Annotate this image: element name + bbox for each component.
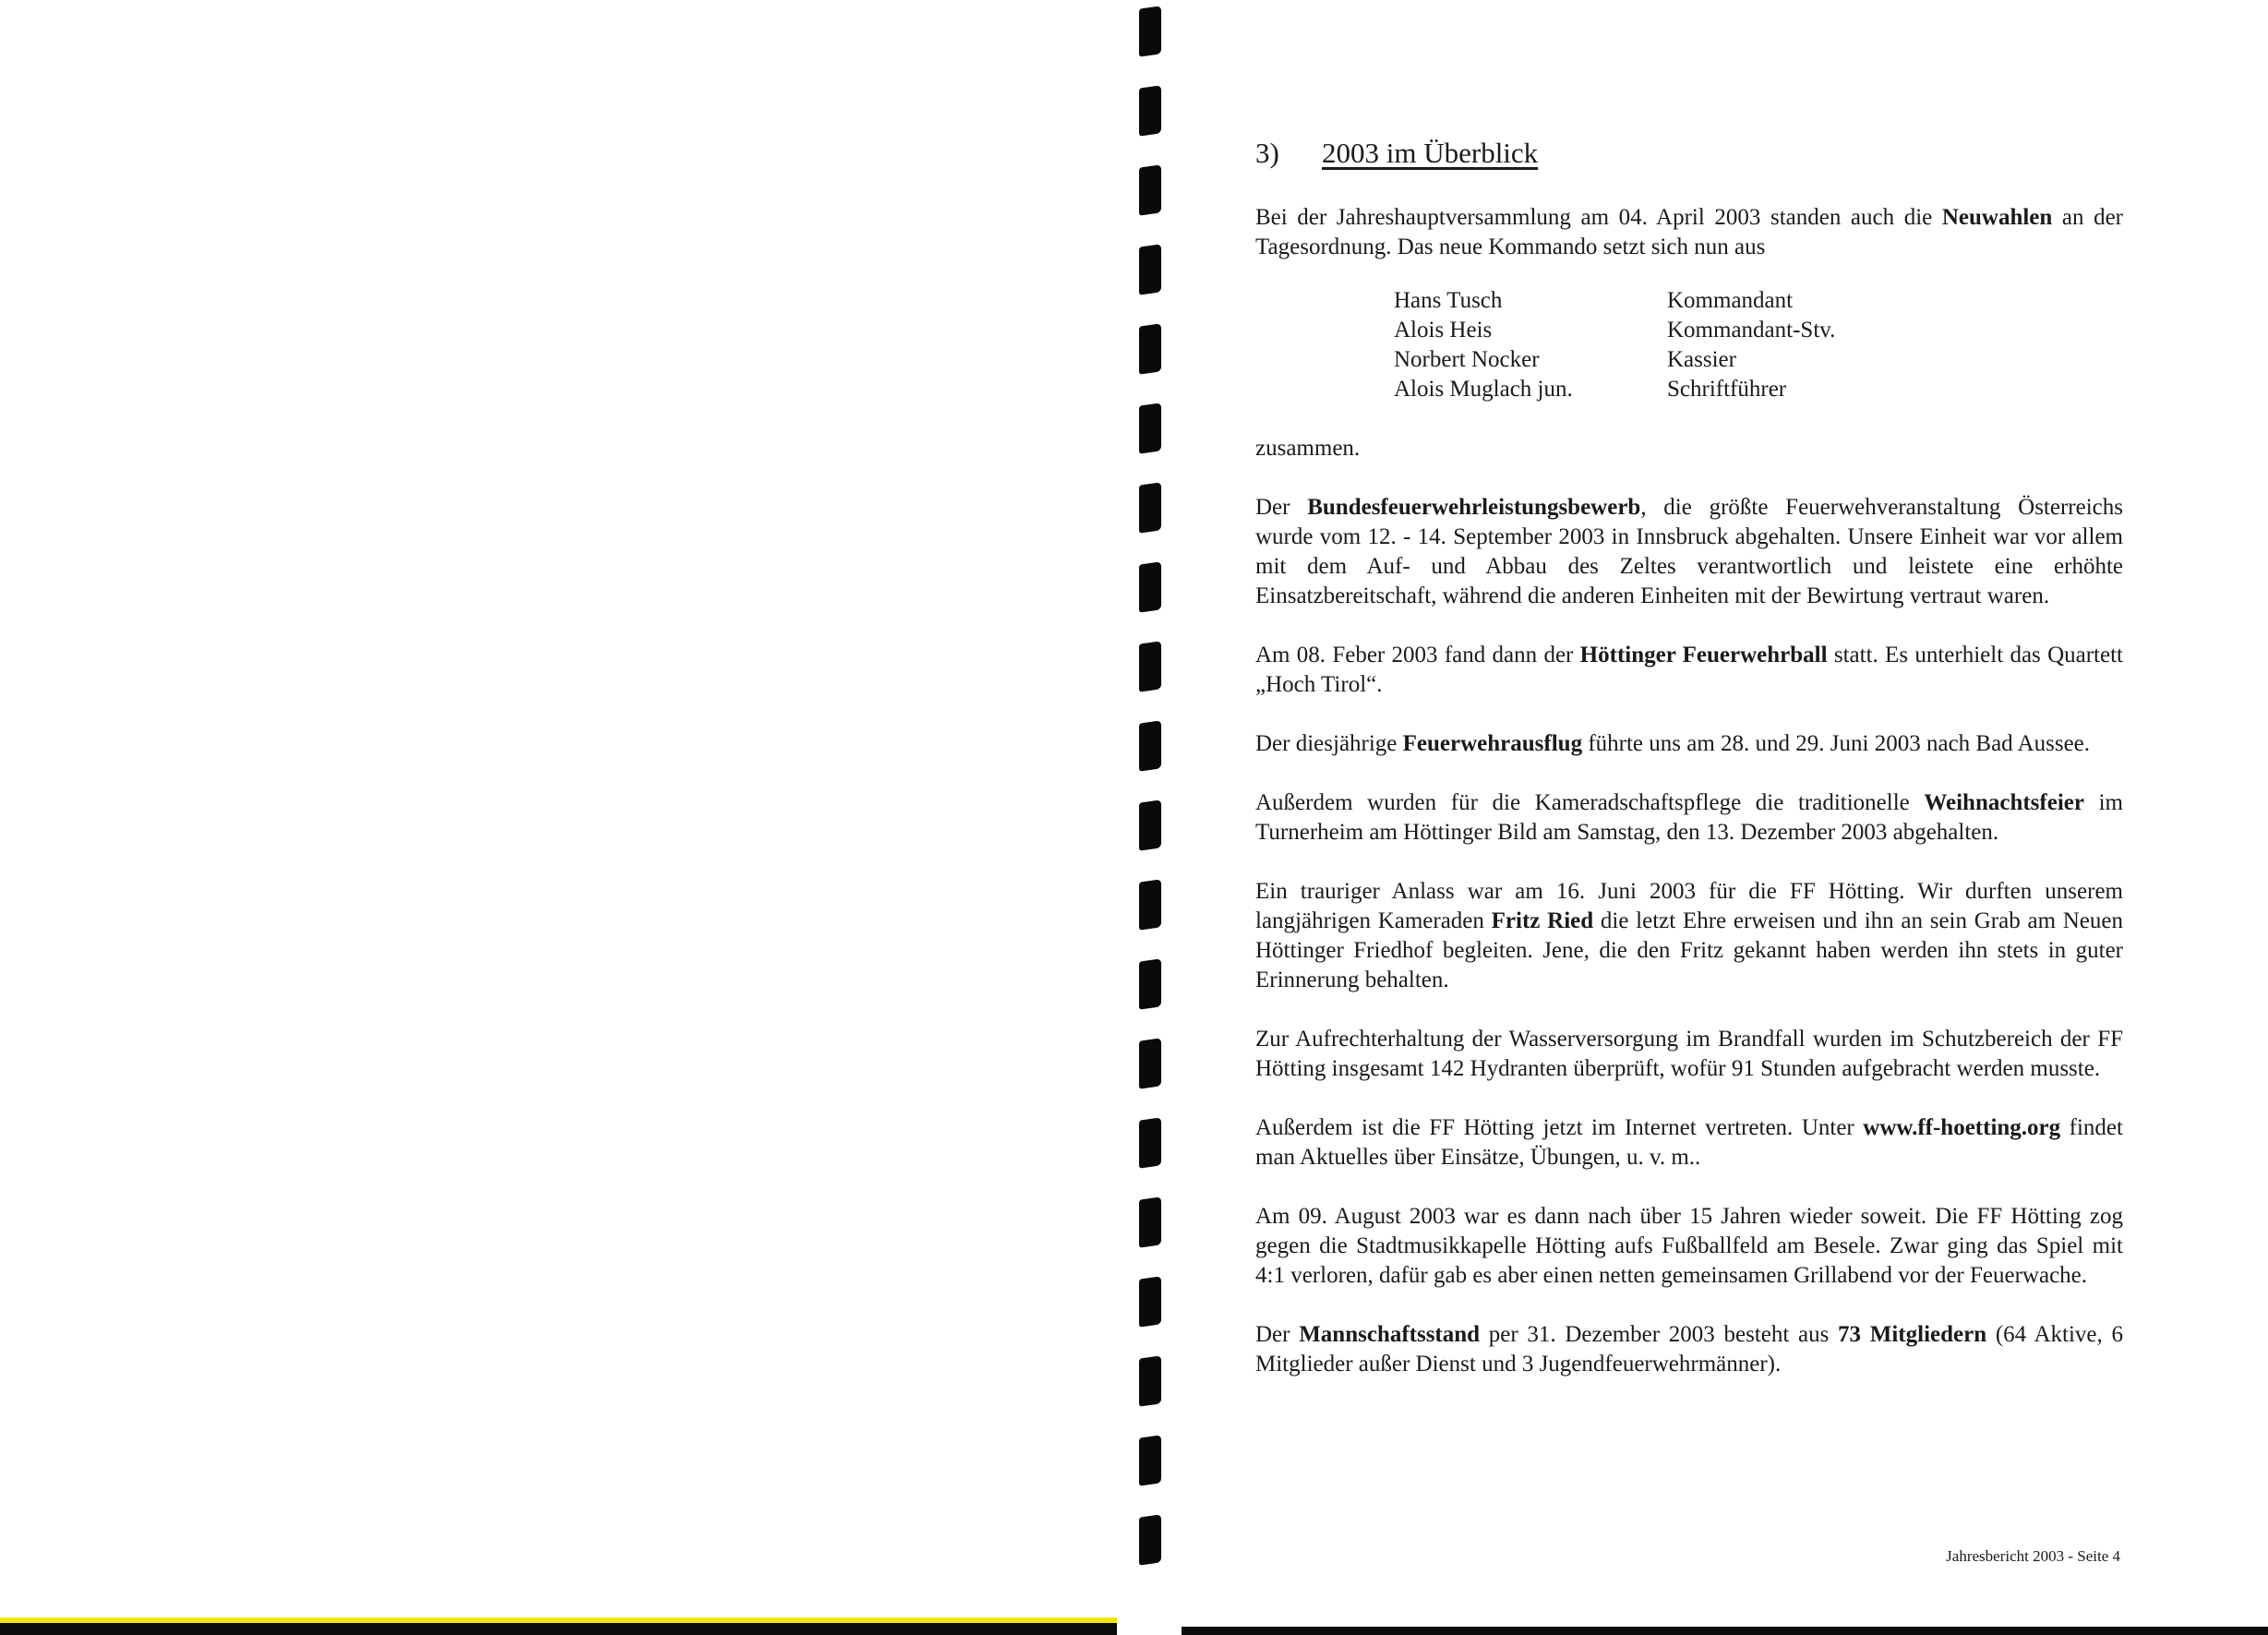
text-run: an der Tagesordnung. Das neue Kommando setzt sich nun aus [1255, 205, 2123, 259]
roster-role: Schriftführer [1667, 377, 1787, 402]
paragraph-fussball: Am 09. August 2003 war es dann nach über 15 Jahren wieder soweit. Die FF Hötting zog gegen die Stadtmusikkapelle Hötting aufs Fußballfeld am Besele. Zwar ging das Spiel mit 4:1 verloren, dafür gab es aber einen netten gemeinsamen Grillabend vor der Feuerwache. [1255, 1204, 2123, 1288]
paragraph-ausflug [1255, 729, 2123, 759]
paragraph-bundesbewerb [1255, 493, 2123, 611]
roster-name: Alois Heis [1394, 318, 1493, 343]
roster-role: Kommandant [1667, 288, 1794, 313]
bold-term: Höttinger Feuerwehrball [1579, 643, 1828, 667]
right-page [1182, 0, 2268, 1627]
bold-term: Bundesfeuerwehrleistungsbewerb [1307, 495, 1641, 520]
paragraph-mannschaftsstand [1255, 1320, 2123, 1379]
text-run: Der diesjährige [1255, 731, 1403, 756]
text-run: statt. Es unterhielt das Quartett „Hoch Tirol“. [1255, 643, 2123, 697]
binding-coil [1139, 1117, 1161, 1168]
binding-coil [1139, 1435, 1161, 1485]
roster-role: Kommandant-Stv. [1667, 318, 1836, 343]
paragraph-internet [1255, 1113, 2123, 1172]
yellow-page-edge [0, 1617, 1117, 1623]
binding-coil [1139, 482, 1161, 533]
website-url: www.ff-hoetting.org [1863, 1115, 2061, 1140]
roster-row [1394, 375, 2123, 404]
command-roster [1394, 286, 2123, 404]
bold-term: Weihnachtsfeier [1924, 790, 2084, 815]
binding-coil [1139, 1514, 1161, 1565]
text-run: Ein trauriger Anlass war am 16. Juni 2003 für die FF Hötting. Wir durften unserem langjährigen Kameraden [1255, 879, 2123, 933]
binding-coil [1139, 323, 1161, 374]
intro-paragraph [1255, 203, 2123, 262]
binding-coil [1139, 1355, 1161, 1406]
page-footer: Jahresbericht 2003 - Seite 4 [1946, 1547, 2120, 1565]
roster-name: Norbert Nocker [1394, 347, 1540, 372]
binding-coil [1139, 85, 1161, 136]
binding-coil [1139, 799, 1161, 850]
binding-coil [1139, 958, 1161, 1009]
section-number: 3) [1255, 137, 1279, 169]
binding-coil [1139, 164, 1161, 215]
binding-coil [1139, 561, 1161, 612]
left-page-blank [0, 0, 1117, 1617]
text-run: führte uns am 28. und 29. Juni 2003 nach Bad Aussee. [1582, 731, 2091, 756]
text-run: Der [1255, 495, 1308, 520]
text-run: (64 Aktive, 6 Mitglieder außer Dienst und 3 Jugendfeuerwehrmänner). [1255, 1322, 2123, 1377]
text-run: per 31. Dezember 2003 besteht aus [1480, 1322, 1839, 1347]
roster-row [1394, 345, 2123, 375]
roster-name: Alois Muglach jun. [1394, 377, 1573, 402]
binding-coil [1139, 403, 1161, 453]
binding-coil [1139, 1196, 1161, 1247]
text-run: im Turnerheim am Höttinger Bild am Samstag, den 13. Dezember 2003 abgehalten. [1255, 790, 2123, 845]
roster-row [1394, 286, 2123, 316]
binding-coil [1139, 244, 1161, 295]
roster-name: Hans Tusch [1394, 288, 1503, 313]
text-run: Bei der Jahreshauptversammlung am 04. April 2003 standen auch die [1255, 205, 1942, 230]
text-run: Außerdem wurden für die Kameradschaftspflege die traditionelle [1255, 790, 1925, 815]
binding-coil [1139, 6, 1161, 56]
text-run: Der [1255, 1322, 1300, 1347]
paragraph-feuerwehrball [1255, 641, 2123, 700]
bold-term: Neuwahlen [1941, 205, 2053, 230]
roster-row [1394, 316, 2123, 345]
bold-term: Mannschaftsstand [1299, 1322, 1481, 1347]
binding-coil [1139, 879, 1161, 930]
page-content [1255, 138, 2123, 1409]
roster-role: Kassier [1667, 347, 1736, 372]
closing-word: zusammen. [1255, 436, 1361, 461]
section-title: 2003 im Überblick [1322, 137, 1539, 169]
spiral-binding [1117, 0, 1182, 1635]
binding-coil [1139, 641, 1161, 691]
text-run: Außerdem ist die FF Hötting jetzt im Internet vertreten. Unter [1255, 1115, 1864, 1140]
text-run: findet man Aktuelles über Einsätze, Übungen, u. v. m.. [1255, 1115, 2123, 1170]
bold-term: Feuerwehrausflug [1402, 731, 1583, 756]
binding-coil [1139, 1038, 1161, 1088]
paragraph-fritz-ried [1255, 877, 2123, 995]
text-run: Am 08. Feber 2003 fand dann der [1255, 643, 1580, 667]
binding-coil [1139, 1276, 1161, 1327]
binding-coil [1139, 720, 1161, 771]
text-run: , die größte Feuerwehveranstaltung Österreichs wurde vom 12. - 14. September 2003 in Innsbruck abgehalten. Unsere Einheit war vor allem mit dem Auf- und Abbau des Zeltes verantwortlich und leistete eine erhöhte Einsatzbereitschaft, während die anderen Einheiten mit der Bewirtung vertraut waren. [1255, 495, 2123, 608]
bold-term: 73 Mitgliedern [1838, 1322, 1987, 1347]
bold-term: Fritz Ried [1491, 908, 1594, 933]
text-run: die letzt Ehre erweisen und ihn an sein Grab am Neuen Höttinger Friedhof begleiten. Jene, die den Fritz gekannt haben werden ihn stets in guter Erinnerung behalten. [1255, 908, 2124, 992]
paragraph-wasserversorgung: Zur Aufrechterhaltung der Wasserversorgung im Brandfall wurden im Schutzbereich der FF Hötting insgesamt 142 Hydranten überprüft, wofür 91 Stunden aufgebracht werden musste. [1255, 1027, 2123, 1081]
paragraph-weihnachtsfeier [1255, 788, 2123, 848]
section-heading [1255, 138, 2123, 168]
